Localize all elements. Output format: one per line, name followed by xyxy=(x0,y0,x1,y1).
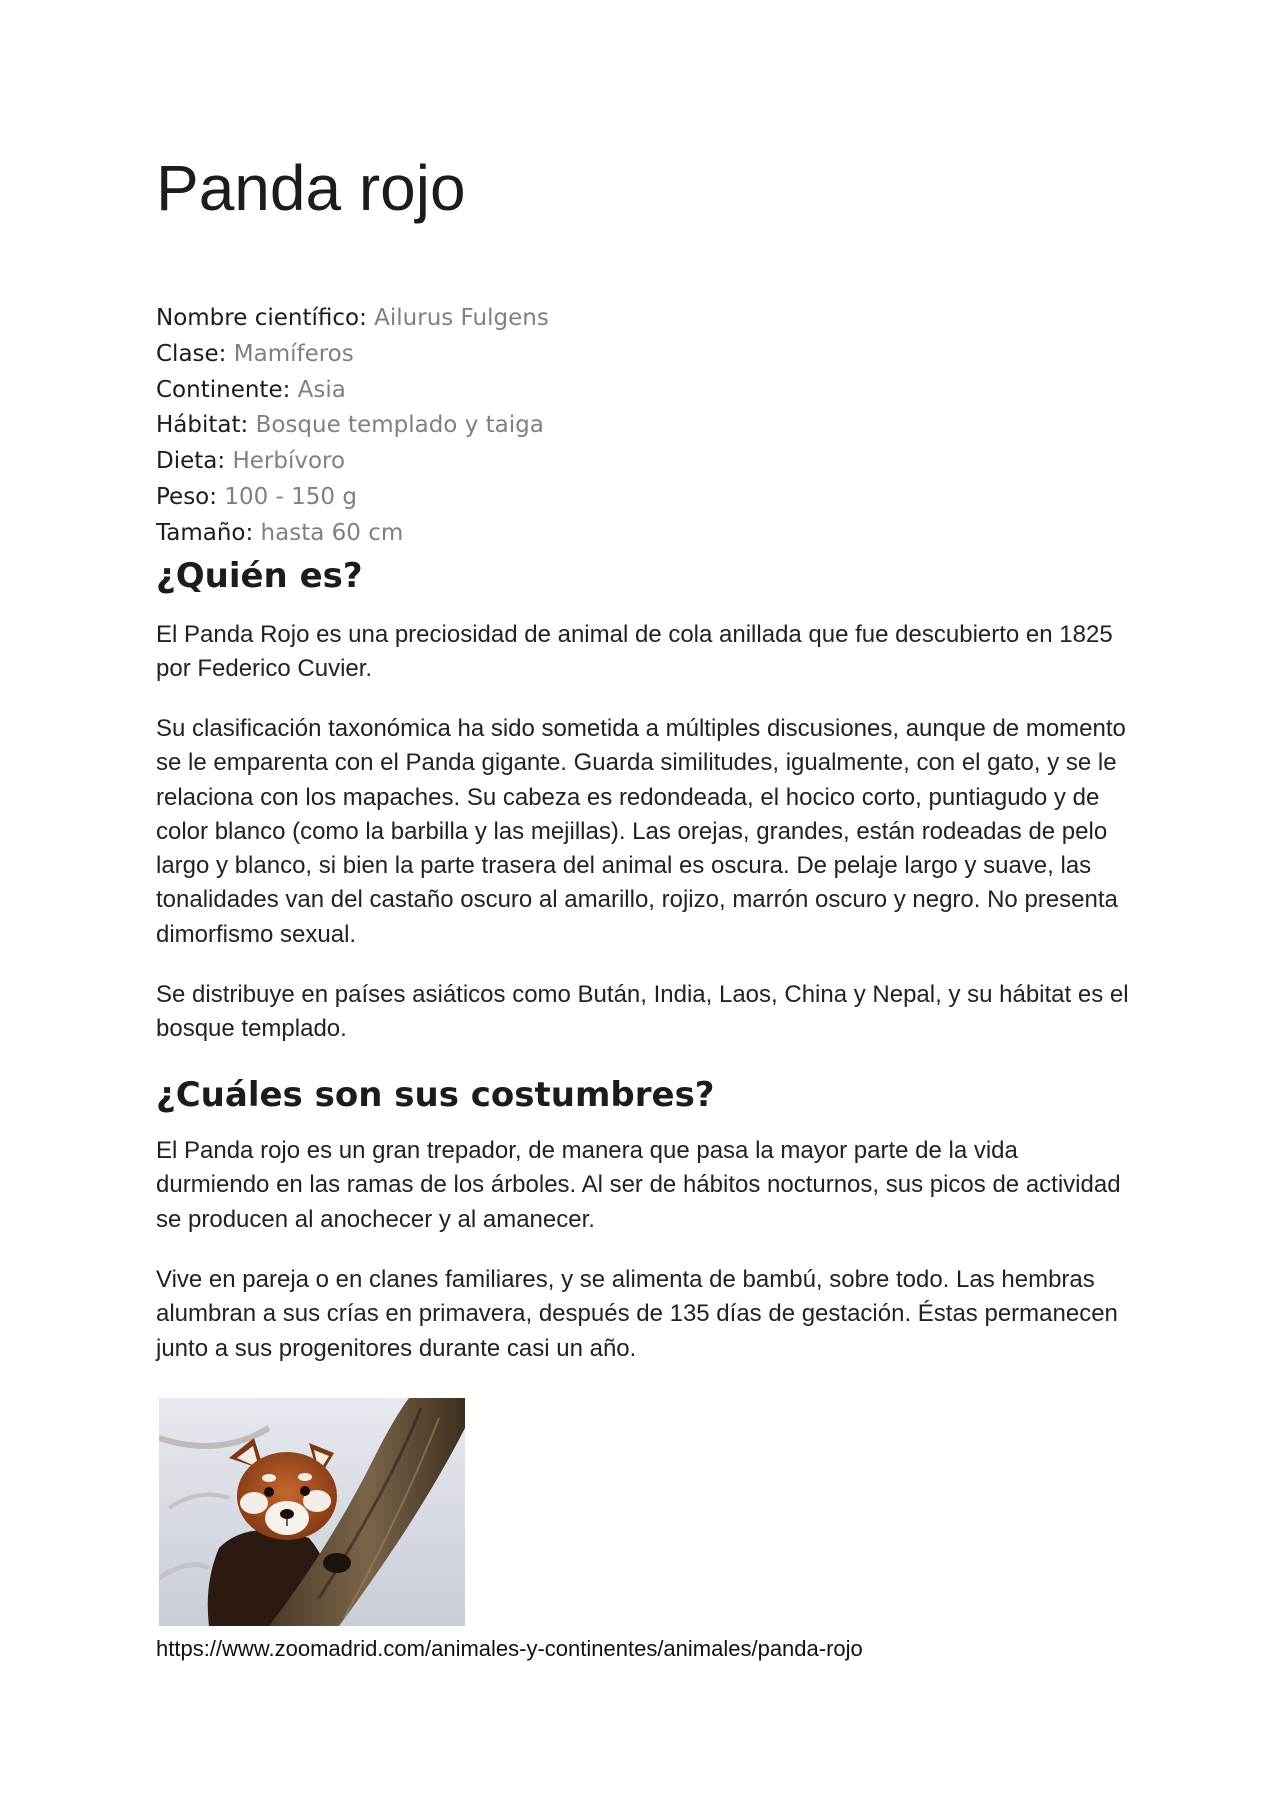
fact-value: 100 - 150 g xyxy=(224,483,357,510)
fact-scientific-name xyxy=(156,301,549,337)
fact-label: Dieta: xyxy=(156,448,226,475)
source-url: https://www.zoomadrid.com/animales-y-continentes/animales/panda-rojo xyxy=(156,1636,863,1661)
fact-value: hasta 60 cm xyxy=(260,519,404,546)
section-heading-quien-es: ¿Quién es? xyxy=(156,556,363,596)
fact-label: Clase: xyxy=(156,340,227,367)
paragraph: El Panda Rojo es una preciosidad de animal de cola anillada que fue descubierto en 1825 por Federico Cuvier. xyxy=(156,621,1113,683)
fact-value: Asia xyxy=(297,376,346,403)
fact-label: Nombre científico: xyxy=(156,305,367,331)
fact-weight xyxy=(156,480,549,516)
fact-label: Tamaño: xyxy=(156,519,254,546)
fact-value: Mamíferos xyxy=(233,340,354,367)
fact-value: Bosque templado y taiga xyxy=(255,412,544,439)
fact-habitat xyxy=(156,408,549,444)
fact-value: Herbívoro xyxy=(232,448,346,475)
paragraph: Se distribuye en países asiáticos como Bután, India, Laos, China y Nepal, y su hábitat es el bosque templado. xyxy=(156,981,1129,1043)
section-heading-costumbres: ¿Cuáles son sus costumbres? xyxy=(156,1075,715,1115)
fact-value: Ailurus Fulgens xyxy=(374,305,549,331)
paragraph: Vive en pareja o en clanes familiares, y se alimenta de bambú, sobre todo. Las hembras alumbran a sus crías en primavera, después de 135 días de gestación. Éstas permanecen junto a sus progenitores durante casi un año. xyxy=(156,1266,1118,1362)
red-panda-photo xyxy=(159,1398,465,1626)
fact-class xyxy=(156,337,549,373)
fact-label: Peso: xyxy=(156,483,218,510)
fact-diet xyxy=(156,444,549,480)
paragraph: El Panda rojo es un gran trepador, de manera que pasa la mayor parte de la vida durmiendo en las ramas de los árboles. Al ser de hábitos nocturnos, sus picos de actividad se producen al anochecer y al amanecer. xyxy=(156,1137,1121,1233)
fact-size xyxy=(156,516,549,552)
paragraph: Su clasificación taxonómica ha sido sometida a múltiples discusiones, aunque de momento se le emparenta con el Panda gigante. Guarda similitudes, igualmente, con el gato, y se le relaciona con los mapaches. Su cabeza es redondeada, el hocico corto, puntiagudo y de color blanco (como la barbilla y las mejillas). Las orejas, grandes, están rodeadas de pelo largo y blanco, si bien la parte trasera del animal es oscura. De pelaje largo y suave, las tonalidades van del castaño oscuro al amarillo, rojizo, marrón oscuro y negro. No presenta dimorfismo sexual. xyxy=(156,715,1126,948)
fact-label: Continente: xyxy=(156,376,291,403)
fact-list xyxy=(156,301,549,552)
page-title: Panda rojo xyxy=(156,152,466,224)
fact-label: Hábitat: xyxy=(156,412,249,439)
fact-continent xyxy=(156,373,549,409)
